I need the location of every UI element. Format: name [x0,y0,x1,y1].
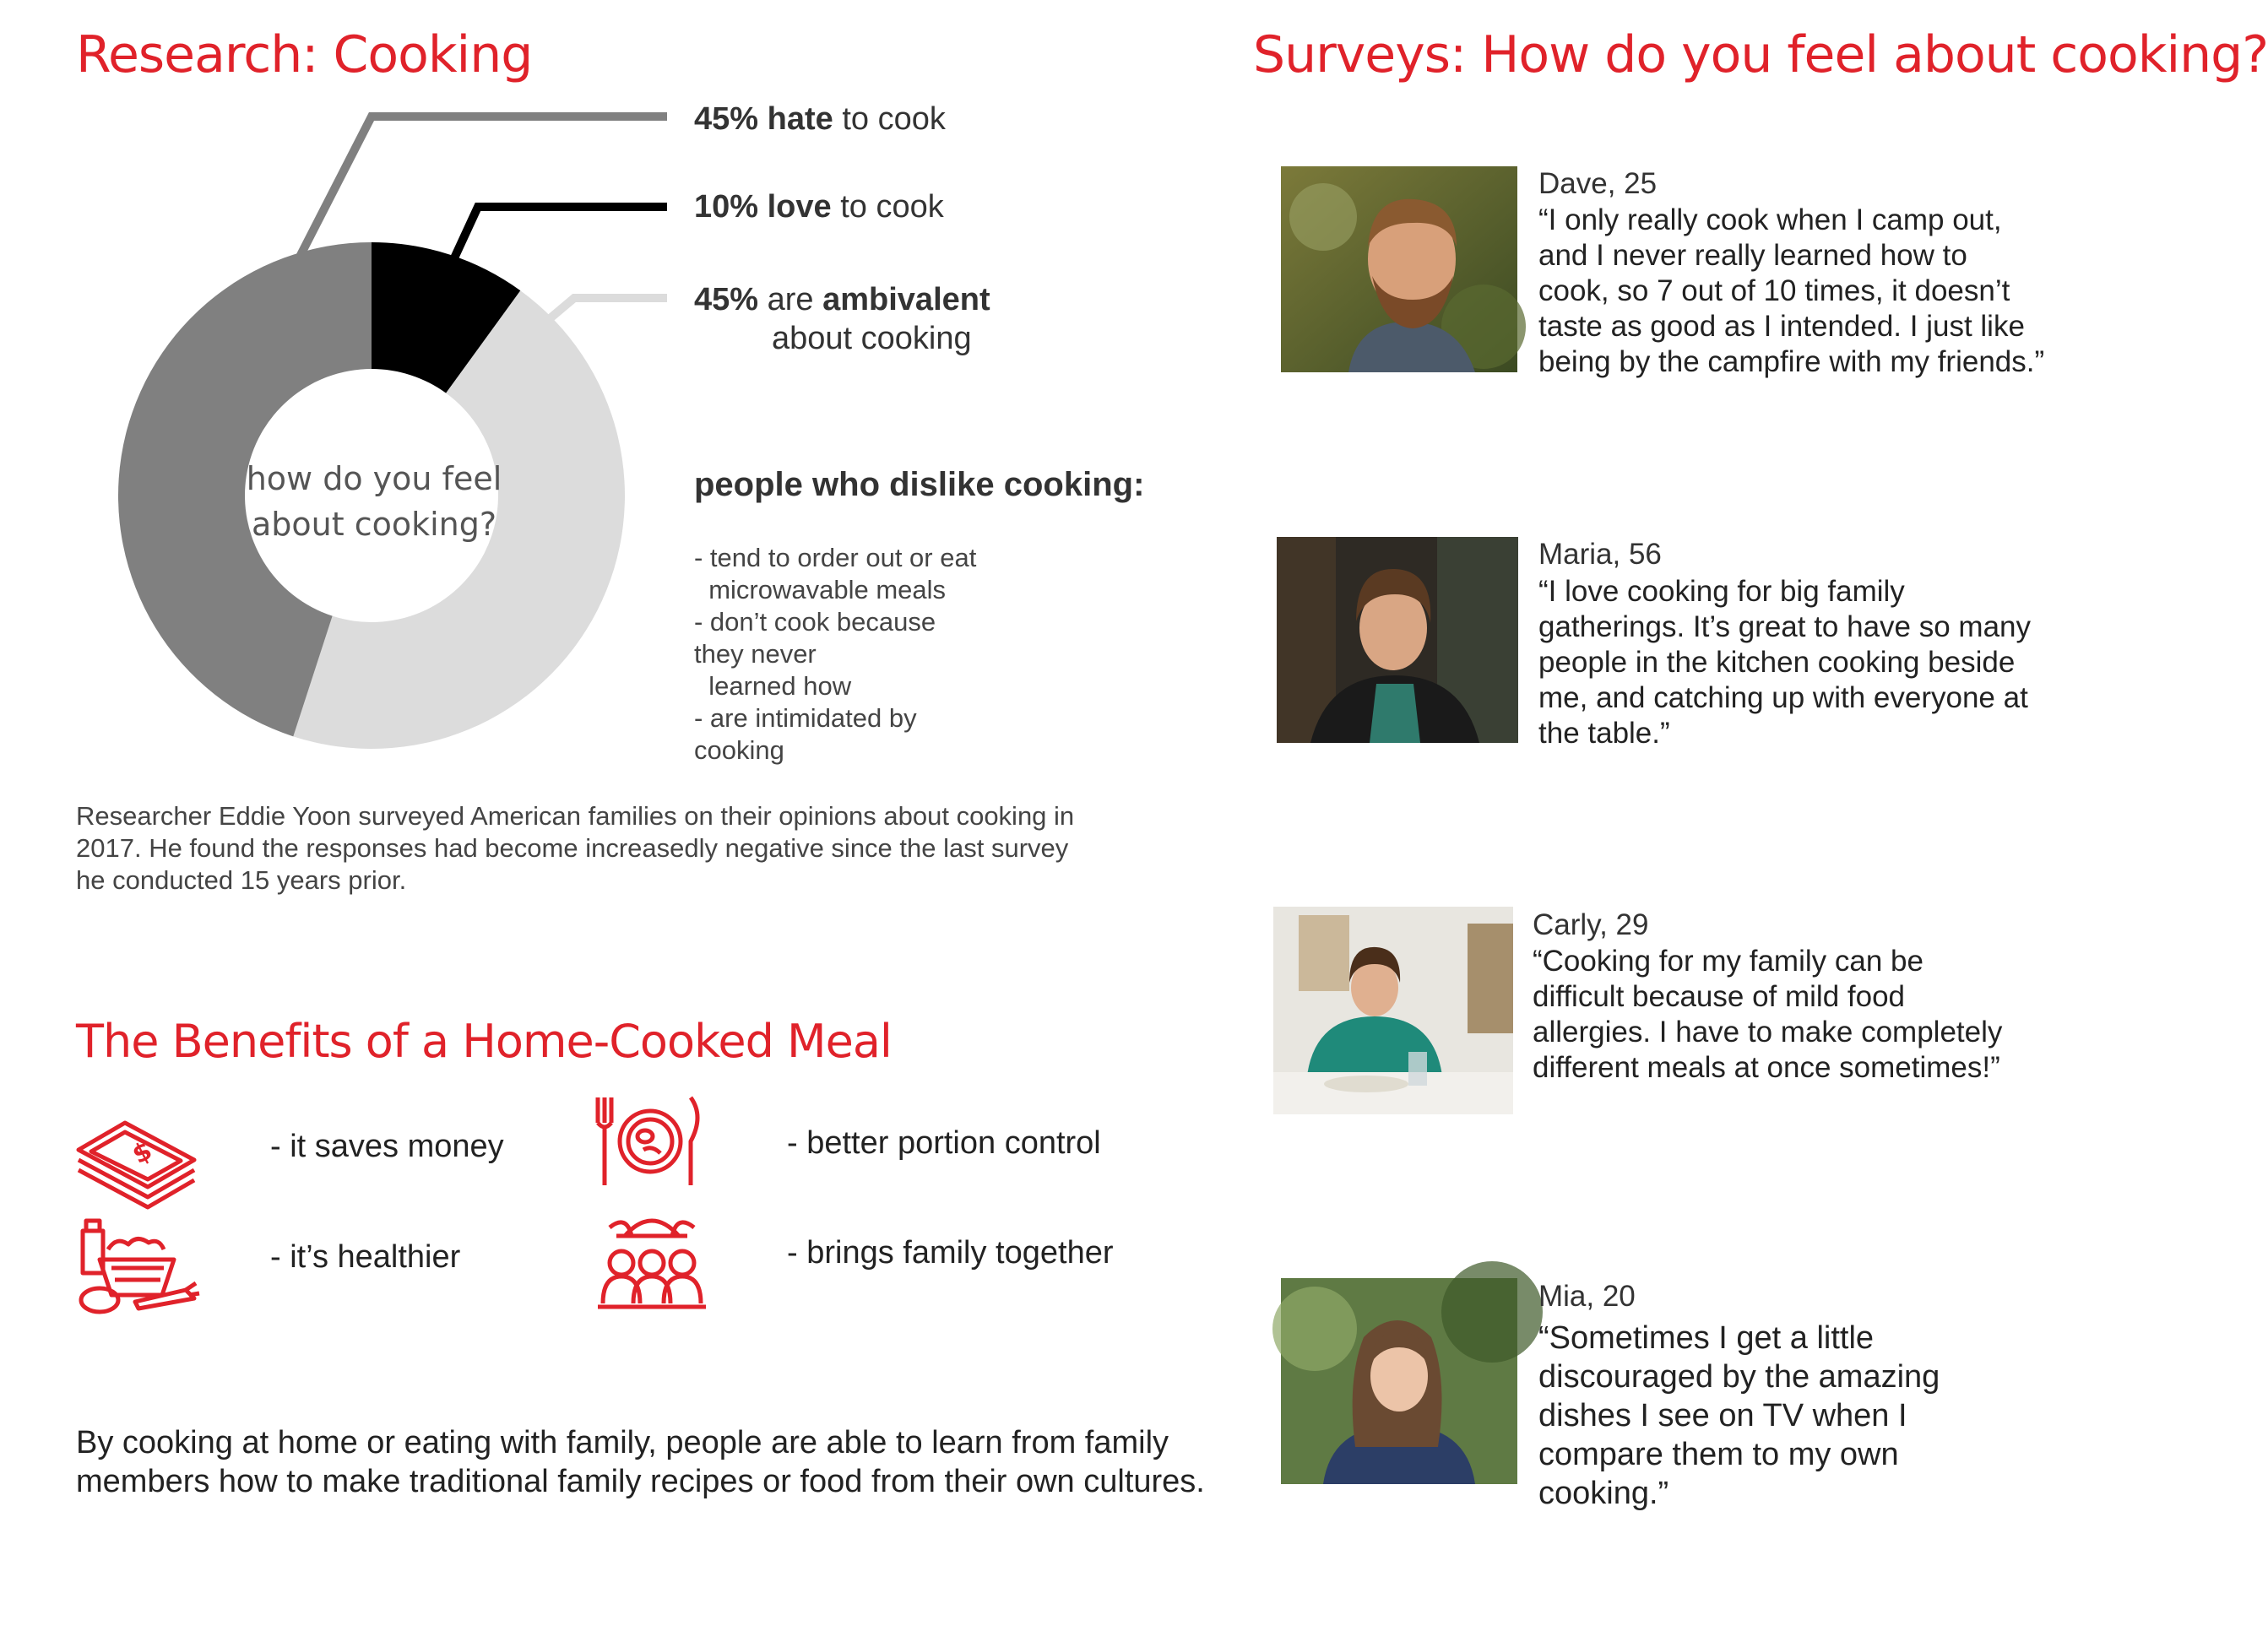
dislike-heading: people who dislike cooking: [694,466,1145,503]
dave-photo [1281,166,1517,372]
mia-photo [1281,1278,1517,1484]
respondent-name-dave: Dave, 25 [1538,167,1658,200]
dislike-line: cooking [694,735,784,765]
svg-text:$: $ [128,1135,157,1171]
dislike-line: - are intimidated by [694,703,917,733]
benefits-title: The Benefits of a Home-Cooked Meal [76,1015,892,1068]
leader-line-ambivalent [547,298,667,321]
respondent-quote-mia: “Sometimes I get a little discouraged by the amazing dishes I see on TV when I compare them to my own cooking.” [1538,1320,1940,1511]
legend-love: 10% love to cook [694,189,944,225]
dislike-list [694,542,976,767]
respondent-name-maria: Maria, 56 [1538,538,1662,571]
benefit-text-healthier: - it’s healthier [270,1239,461,1275]
respondent-name-carly: Carly, 29 [1533,908,1649,941]
dislike-line: they never [694,639,817,669]
legend-ambivalent-line2: about cooking [772,321,972,356]
benefit-text-portion: - better portion control [787,1125,1101,1161]
family-dinner-icon [591,1202,713,1310]
legend-hate: 45% hate to cook [694,101,946,137]
closing-paragraph: By cooking at home or eating with family, people are able to learn from family members how to make traditional family recipes or food from their own cultures. [76,1425,1205,1499]
money-stack-icon [74,1116,201,1209]
dislike-line: microwavable meals [694,575,947,604]
benefit-text-family: - brings family together [787,1235,1114,1271]
surveys-title: Surveys: How do you feel about cooking? [1253,25,2268,84]
respondent-quote-dave: “I only really cook when I camp out, and I never really learned how to cook, so 7 out of 10 times, it doesn’t taste as good as I intended. I just like being by the campfire with my friends.” [1538,203,2045,378]
leader-line-love [453,207,667,262]
groceries-icon [74,1216,201,1317]
respondent-quote-maria: “I love cooking for big family gatherings. It’s great to have so many people in the kitchen cooking beside me, and catching up with everyone at the table.” [1538,575,2032,750]
donut-chart [0,0,1224,777]
leader-line-hate [300,116,667,257]
respondent-name-mia: Mia, 20 [1538,1280,1636,1313]
research-note: Researcher Eddie Yoon surveyed American families on their opinions about cooking in 2017. He found the responses had become increasedly negative since the last survey he conducted 15 years prior. [76,801,1075,895]
research-title: Research: Cooking [76,25,533,84]
carly-photo [1273,907,1513,1114]
respondent-quote-carly: “Cooking for my family can be difficult because of mild food allergies. I have to make completely different meals at once sometimes!” [1533,945,2003,1084]
dislike-line: learned how [694,671,852,701]
plate-utensils-icon [591,1094,709,1189]
donut-center-label: how do you feel about cooking? [246,460,502,543]
maria-photo [1277,537,1518,743]
legend-ambivalent: 45% are ambivalent [694,282,990,317]
dislike-line: - don’t cook because [694,607,936,637]
benefit-text-money: - it saves money [270,1129,504,1164]
dislike-line: - tend to order out or eat [694,543,977,572]
